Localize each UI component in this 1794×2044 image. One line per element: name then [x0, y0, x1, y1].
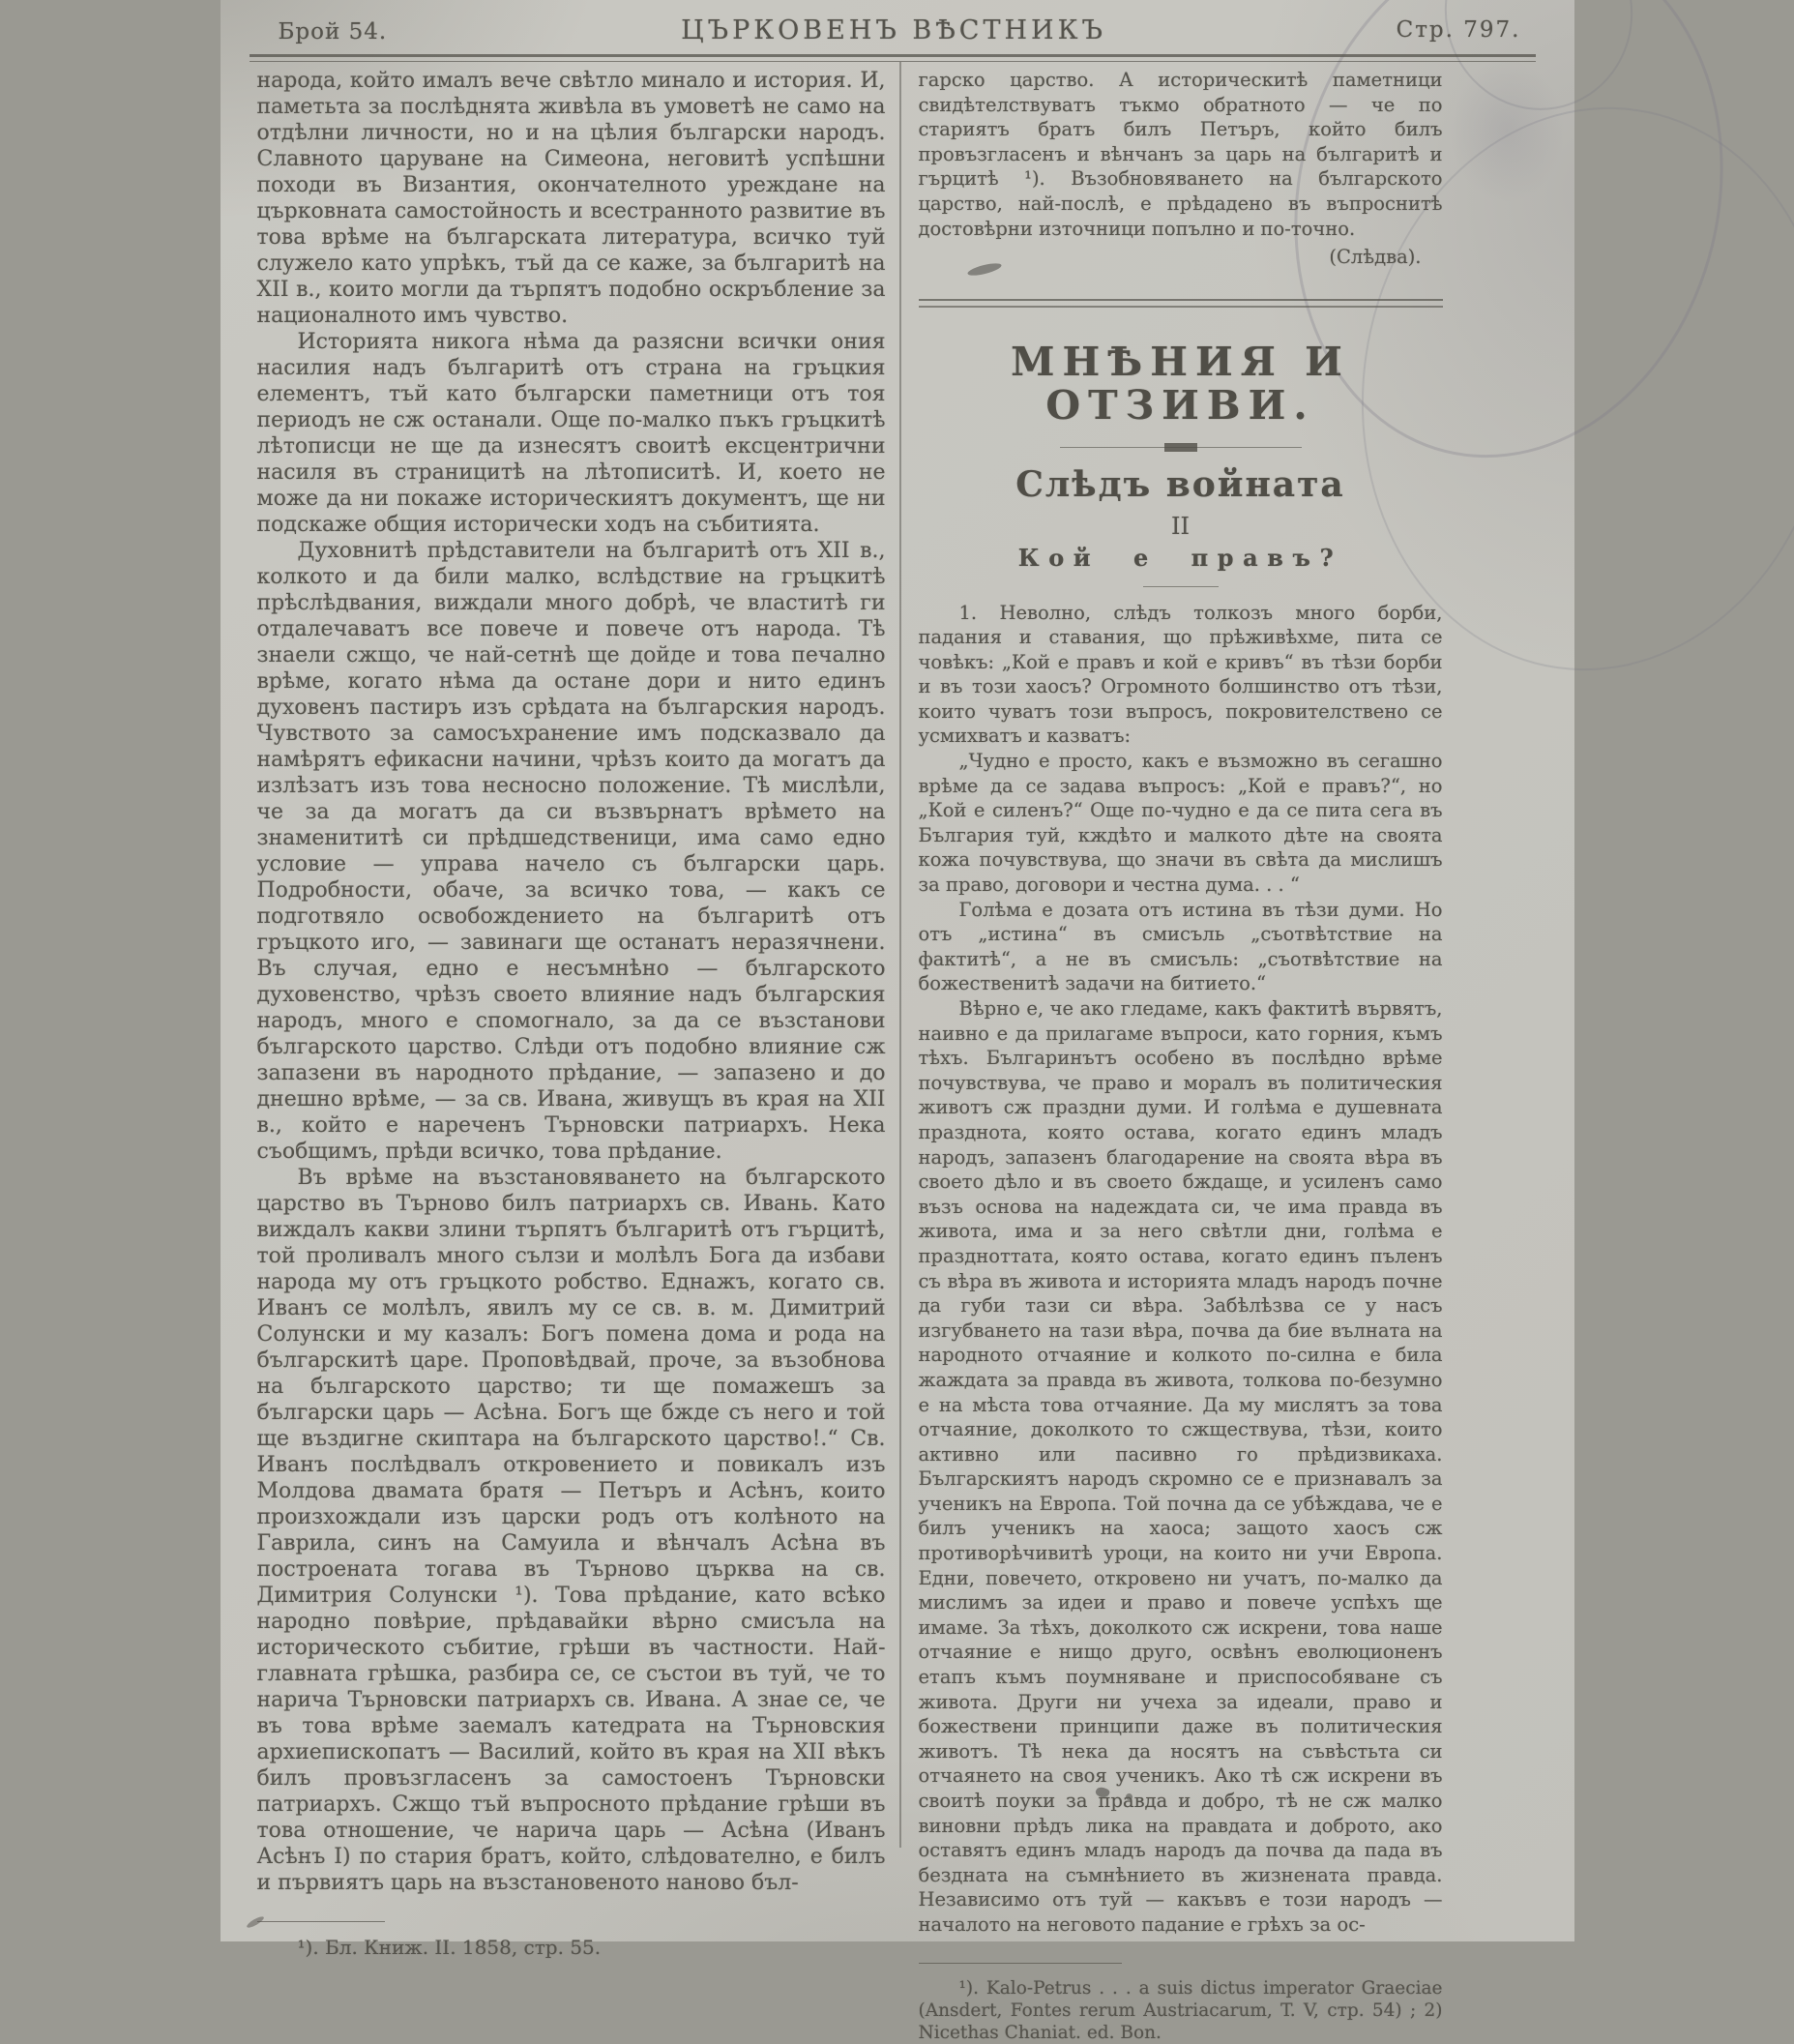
- newspaper-page-scan: [221, 0, 1574, 2043]
- article-paragraph: Голѣма е дозата отъ истина въ тѣзи думи. Но отъ „истина“ въ смисъль „съотвѣтствие на фактитѣ“, а не въ смисъль: „съотвѣтствие на божественитѣ задачи на битието.“: [918, 898, 1443, 995]
- ornament-bar: [1164, 443, 1197, 452]
- stamp-blotch: [1449, 58, 1565, 203]
- footnote: ¹). Kalo-Petrus . . . a suis dictus imperator Graeciae (Ansdert, Fontes rerum Austriacarum, T. V, стр. 54) ; 2) Nicethas Chaniat. ed. Bon.: [918, 1977, 1443, 2043]
- article-paragraph: „Чудно е просто, какъ е възможно въ сегашно врѣме да се задава въпросъ: „Кой е правъ?“, но „Кой е силенъ?“ Още по-чудно е да се пита сега въ България туй, кждѣто и малкото дѣте на своята кожа почувствува, що значи въ свѣта да мислишъ за право, договори и честна дума. . . “: [918, 750, 1443, 897]
- article-paragraph: Вѣрно е, че ако гледаме, какъ фактитѣ вървятъ, наивно е да прилагаме въпроси, като горния, къмъ тѣхъ. Българинътъ особено въ послѣдно врѣме почувствува, че право и моралъ въ политическия животъ сж праздни думи. И голѣма е душевната празднота, която остава, когато единъ младъ народъ, запазенъ благодарение на своята вѣра въ своето дѣло и въ своето бждаще, и усиленъ само възъ основа на надеждата си, че има правда въ живота, има и за него свѣтли дни, голѣма е праздноттата, която остава, когато единъ пъленъ съ вѣра въ живота и историята младъ народъ почне да губи тази си вѣра. Забѣлѣзва се у насъ изгубването на тази вѣра, почва да бие вълната на народното отчаяние и колкото по-силна е била жаждата за правда въ живота, толкова по-безумно е на мѣста това отчаяние. Да му мислятъ за това отчаяние, доколкото то сжществува, тѣзи, които активно или пасивно го прѣдизвикаха. Българскиятъ народъ скромно се е признавалъ за ученикъ на Европа. Той почна да се убѣждава, че е билъ ученикъ на хаоса; защото хаосъ сж противорѣчивитѣ уроци, на които ни учи Европа. Едни, повечето, откровено ни учатъ, по-малко да мислимъ за идеи и право и повече успѣхъ ще имаме. За тѣхъ, доколкото сж искрени, това наше отчаяние е нищо друго, освѣнъ еволюционенъ етапъ къмъ поумняване и приспособяване съ живота. Други ни учеха за идеали, право и божествени принципи даже въ политическия животъ. Тѣ нека да носятъ на съвѣстьта си отчаянето на своя ученикъ. Ако тѣ сж искрени въ своитѣ поуки за правда и добро, тѣ не сж малко виновни прѣдъ лика на правдата и доброто, ако оставятъ единъ младъ народъ да почва да пада въ бездната на съмнѣнието въ жизнената правда. Независимо отъ туй — какъвъ е този народъ — началото на неговото падание е грѣхъ за ос-: [918, 997, 1443, 1936]
- header-double-rule: [250, 54, 1536, 62]
- page-number: Стр. 797.: [1396, 17, 1521, 43]
- right-footnote-block: [919, 1963, 1443, 2044]
- newspaper-masthead: ЦЪРКОВЕНЪ ВѢСТНИКЪ: [681, 15, 1106, 45]
- to-be-continued-marker: (Слѣдва).: [1329, 246, 1422, 269]
- part-numeral: II: [1171, 513, 1190, 541]
- right-column: [919, 68, 1443, 2044]
- footnote-separator-rule: [919, 1963, 1122, 1964]
- article-paragraph: Духовнитѣ прѣдставители на българитѣ отъ XII в., колкото и да били малко, вслѣдствие на гръцкитѣ прѣслѣдвания, виждали много добрѣ, че властитѣ ги отдалечаватъ все повече и повече отъ народа. Тѣ знаели сжщо, че най-сетнѣ ще дойде и това печално врѣме, когато нѣма да остане дори и нито единъ духовенъ пастиръ изъ срѣдата на българския народъ. Чувството за самосъхранение имъ подсказвало да намѣрятъ ефикасни начини, чрѣзъ които да могатъ да излѣзатъ изъ това несносно положение. Тѣ мислѣли, че за да могатъ да си възвърнатъ врѣмето на знаменититѣ си прѣдшедственици, има само едно условие — управа начело съ български царь. Подробности, обаче, за всичко това, — какъ се подготвяло освобождението на българитѣ отъ гръцкото иго, — завинаги ще останатъ неразячнени. Въ случая, едно е несъмнѣно — българското духовенство, чрѣзъ своето влияние надъ българския народъ, много е спомогнало, за да се възстанови българското царство. Слѣди отъ подобно влияние сж запазени въ народното прѣдание, — запазено и до днешно врѣме, — за св. Ивана, живущъ въ края на XII в., който е нареченъ Търновски патриархъ. Нека съобщимъ, прѣди всичко, това прѣдание.: [256, 539, 886, 1164]
- column-divider-rule: [899, 62, 901, 1848]
- footnote-separator-rule: [257, 1921, 385, 1922]
- article-paragraph: народа, който ималъ вече свѣтло минало и история. И, паметьта за послѣднята живѣла въ умоветѣ не само на отдѣлни личности, но и на цѣлия български народъ. Славното царуване на Симеона, неговитѣ успѣшни походи въ Византия, окончателното уреждане на църковната самостойность и всестранното развитие въ това врѣме на българската литература, всичко туй служело като упрѣкъ, тъй да се каже, за българитѣ на XII в., които могли да търпятъ подобно оскръбление за националното имъ чувство.: [256, 69, 886, 328]
- section-double-rule: [919, 299, 1443, 308]
- page-header: [257, 14, 1531, 50]
- issue-number: Брой 54.: [278, 19, 388, 44]
- article-paragraph: Историята никога нѣма да разясни всички ония насилия надъ българитѣ отъ страна на гръцкия елементъ, тъй като български паметници отъ тоя периодъ не сж останали. Още по-малко пъкъ гръцкитѣ лѣтописци не ще да изнесятъ своитѣ ексцентрични насиля въ страницитѣ на лѣтописитѣ. И, което не може да ни покаже историческиятъ документъ, ще ни подскаже общия исторически ходъ на събитията.: [256, 330, 886, 537]
- subtitle-rule: [1143, 586, 1219, 587]
- article-title: Слѣдъ войната: [1015, 463, 1345, 505]
- article-paragraph: 1. Неволно, слѣдъ толкозъ много борби, падания и ставания, що прѣживѣхме, пита се човѣкъ: „Кой е правъ и кой е кривъ“ въ тѣзи борби и въ този хаосъ? Огромното болшинство отъ тѣзи, които чуватъ този въпросъ, покровителствено се усмихватъ и казватъ:: [918, 601, 1443, 748]
- article-subtitle-question: Кой е правъ?: [1017, 543, 1343, 572]
- article-paragraph-continued: гарско царство. А историческитѣ паметници свидѣтелствуватъ тъкмо обратното — че по стариятъ братъ билъ Петъръ, който билъ провъзгласенъ и вѣнчанъ за царь на българитѣ и гърцитѣ ¹). Възобновяването на българското царство, най-послѣ, е прѣдадено въ въпроснитѣ достовѣрни източници попълно и по-точно.: [918, 69, 1443, 240]
- article-paragraph: Въ врѣме на възстановяването на българското царство въ Търново билъ патриархъ св. Ивань. Като виждалъ какви злини търпятъ българитѣ отъ гърцитѣ, той проливалъ много сълзи и молѣлъ Бога да избави народа му отъ гръцкото робство. Еднажъ, когато св. Иванъ се молѣлъ, явилъ му се св. в. м. Димитрий Солунски и му казалъ: Богъ помена дома и рода на българскитѣ царе. Проповѣдвай, проче, за възобнова на българското царство; ти ще помажешъ за български царь — Асѣна. Богъ ще бжде съ него и той ще въздигне скиптара на българското царство!.“ Св. Иванъ послѣдвалъ откровението и повикалъ изъ Молдова двамата братя — Петъръ и Асѣнъ, които произхождали изъ царски родъ отъ колѣното на Гаврила, синъ на Самуила и вѣнчалъ Асѣна въ построената тогава въ Търново църква на св. Димитрия Солунски ¹). Това прѣдание, като всѣко народно повѣрие, прѣдавайки вѣрно смисъла на историческото събитие, грѣши въ частности. Най-главната грѣшка, разбира се, се състои въ туй, че то нарича Търновски патриархъ св. Ивана. А знае се, че въ това врѣме заемалъ катедрата на Търновския архиепископатъ — Василий, който въ края на XII вѣкъ билъ провъзгласенъ за самостоенъ Търновски патриархъ. Сжщо тъй въпросното прѣдание грѣши въ това отношение, че нарича царь — Асѣна (Иванъ Асѣнъ I) по стария братъ, който, слѣдователно, е билъ и първиятъ царь на възстановеното наново бъл-: [256, 1166, 886, 1895]
- footnote: ¹). Бл. Книж. II. 1858, стр. 55.: [297, 1936, 602, 1959]
- left-footnote-block: [257, 1921, 886, 1960]
- section-title: МНѢНИЯ И ОТЗИВИ.: [1011, 338, 1350, 429]
- left-column: [257, 68, 886, 1960]
- ornament-divider: [1060, 443, 1302, 452]
